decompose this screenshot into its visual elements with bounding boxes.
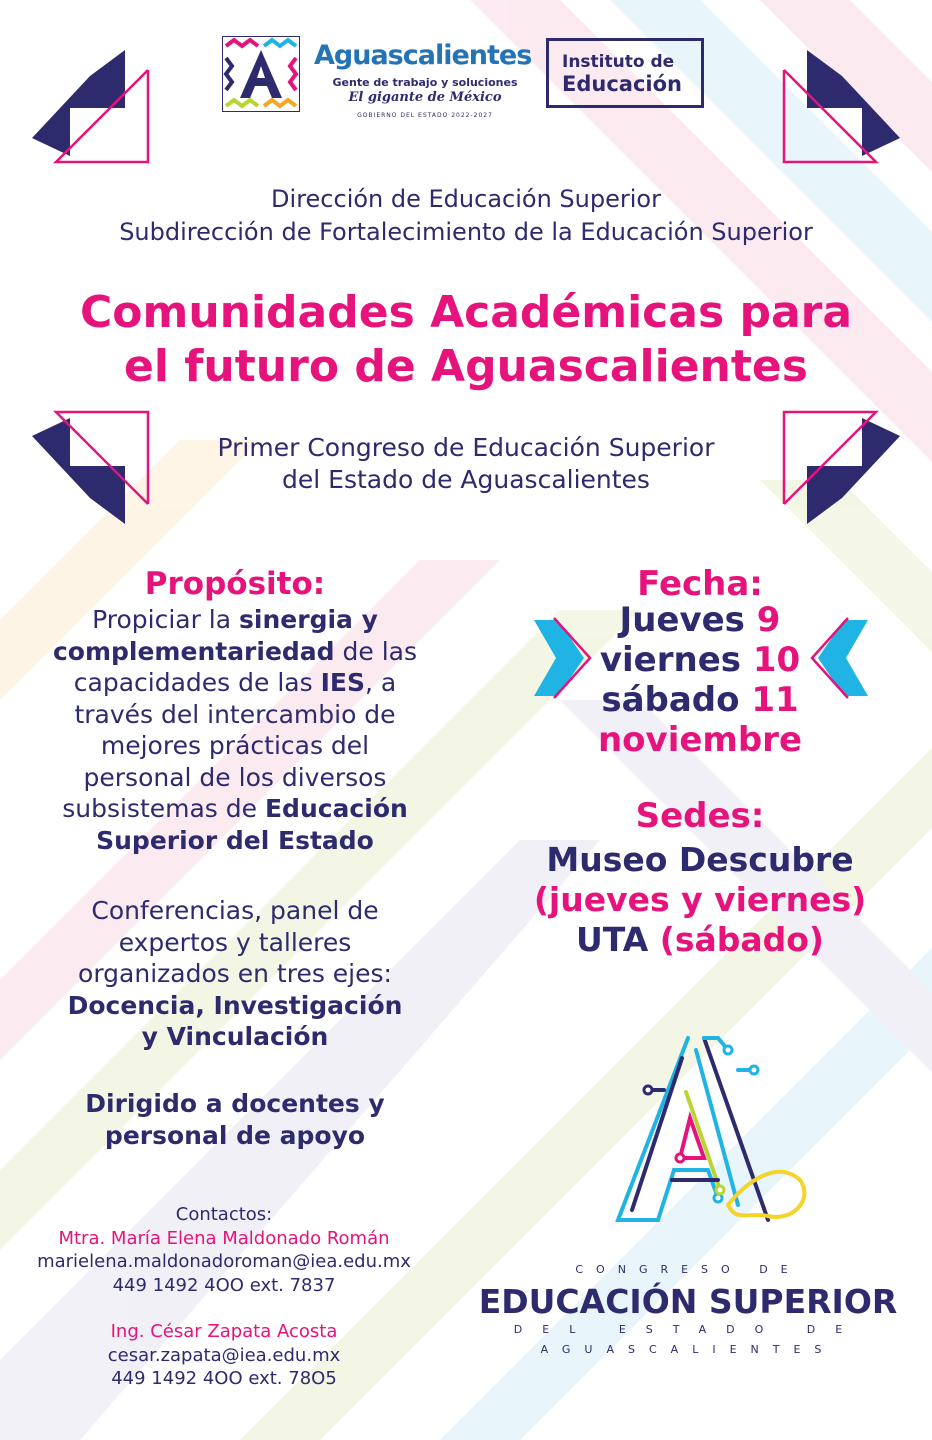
purpose-text (40, 604, 430, 856)
venue-name: Museo Descubre (546, 840, 854, 879)
audience-line: Dirigido a docentes y (85, 1089, 385, 1118)
congress-name-line1: Primer Congreso de Educación Superior (217, 433, 715, 462)
purpose-text-line: mejores prácticas del (100, 731, 370, 760)
purpose-bold-part: complementariedad (52, 636, 335, 666)
dates-list (545, 600, 855, 760)
aguascalientes-logo-icon (222, 36, 300, 112)
institute-name-line2: Educación (562, 72, 682, 96)
conferences-line: Conferencias, panel de (91, 896, 379, 925)
audience-line: personal de apoyo (104, 1121, 366, 1150)
subdirection-name: Subdirección de Fortalecimiento de la Educación Superior (119, 218, 813, 246)
contacts-heading: Contactos: (175, 1204, 273, 1225)
purpose-bold-part: IES (320, 668, 365, 697)
contact-phone: 449 1492 4OO ext. 78O5 (111, 1368, 337, 1389)
congress-logo-top: CONGRESO DE (575, 1263, 801, 1276)
date-day: Jueves (619, 600, 757, 640)
purpose-text-part: capacidades de las (73, 668, 321, 697)
congress-logo-mid: DEL ESTADO DE (513, 1323, 863, 1336)
venue-days: (jueves y viernes) (533, 880, 867, 919)
conferences-line: organizados en tres ejes: (78, 959, 392, 988)
institute-name-line1: Instituto de (562, 52, 675, 72)
congress-logo-icon (578, 1030, 818, 1240)
date-number: 9 (756, 600, 781, 640)
contact-name: Ing. César Zapata Acosta (110, 1321, 338, 1342)
conferences-text (40, 895, 430, 1053)
venue-days: (sábado) (659, 920, 825, 959)
purpose-bold-line: Superior del Estado (96, 825, 374, 855)
purpose-bold-part: Educación (264, 794, 408, 823)
contact-name: Mtra. María Elena Maldonado Román (58, 1227, 390, 1249)
congress-logo-main: EDUCACIÓN SUPERIOR (478, 1282, 898, 1321)
audience-text (40, 1088, 430, 1152)
congress-logo-bottom: AGUASCALIENTES (540, 1343, 836, 1356)
dates-heading: Fecha: (637, 564, 763, 604)
venues-list (520, 840, 880, 960)
government-slogan: Gente de trabajo y soluciones (332, 76, 518, 89)
government-term: GOBIERNO DEL ESTADO 2022-2027 (357, 112, 493, 119)
title-line2: el futuro de Aguascalientes (124, 341, 808, 392)
purpose-text-part: , a (364, 668, 397, 697)
purpose-text-line: través del intercambio de (74, 699, 396, 729)
conferences-axes: Docencia, Investigación (67, 990, 403, 1020)
contact-phone: 449 1492 4OO ext. 7837 (112, 1274, 336, 1296)
conferences-line: expertos y talleres (118, 927, 352, 957)
congress-name-line2: del Estado de Aguascalientes (282, 465, 650, 494)
date-month: noviembre (597, 720, 803, 760)
purpose-text-part: de las (334, 636, 418, 666)
purpose-text-part: Propiciar la (92, 605, 240, 634)
purpose-heading: Propósito: (144, 566, 326, 602)
contact-email[interactable]: cesar.zapata@iea.edu.mx (107, 1344, 341, 1366)
page-title (40, 286, 892, 394)
contact-email[interactable]: marielena.maldonadoroman@iea.edu.mx (37, 1251, 411, 1272)
contacts-block (14, 1203, 434, 1391)
venues-heading: Sedes: (635, 796, 765, 836)
purpose-text-line: personal de los diversos (83, 762, 387, 792)
date-day: sábado (601, 680, 752, 720)
title-line1: Comunidades Académicas para (79, 287, 853, 338)
date-day: viernes (599, 640, 753, 680)
government-tagline: El gigante de México (348, 90, 502, 105)
date-number: 11 (751, 680, 799, 720)
date-number: 10 (752, 640, 801, 680)
purpose-text-part: subsistemas de (62, 794, 265, 823)
conferences-axes: y Vinculación (141, 1022, 329, 1051)
corner-ornament-top-right (780, 48, 902, 166)
venue-name: UTA (575, 920, 660, 959)
government-name: Aguascalientes (314, 40, 532, 71)
corner-ornament-top-left (30, 48, 152, 166)
purpose-bold-part: sinergia y (239, 605, 378, 634)
direction-name: Dirección de Educación Superior (271, 185, 661, 213)
